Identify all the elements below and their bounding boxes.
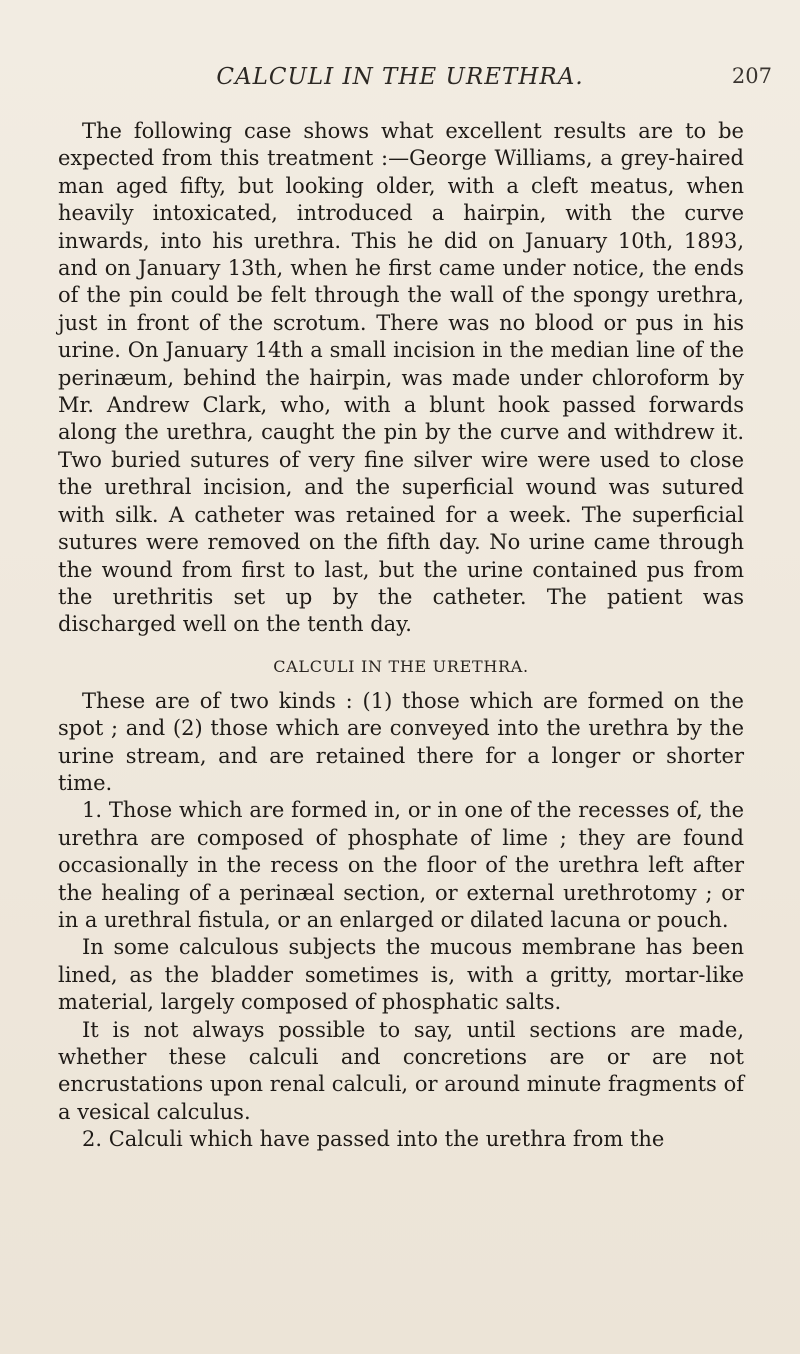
section-paragraph: These are of two kinds : (1) those which are formed on the spot ; and (2) those which are conveyed into the urethra by the urine stream, and are retained there for a longer or shorter time.: [58, 688, 744, 795]
running-head: [0, 64, 800, 98]
running-title: CALCULI IN THE URETHRA.: [216, 64, 584, 90]
section-paragraph: 1. Those which are formed in, or in one of the recesses of, the urethra are composed of phosphate of lime ; they are found occasionally in the recess on the floor of the urethra left after the healing of a perinæal section, or external urethrotomy ; or in a urethral fistula, or an enlarged or dilated lacuna or pouch.: [58, 798, 744, 932]
section-paragraph: 2. Calculi which have passed into the urethra from the: [82, 1127, 665, 1152]
case-paragraph: The following case shows what excellent results are to be expected from this treatment :—George Williams, a grey-haired man aged fifty, but looking older, with a cleft meatus, when heavily intoxicated, introduced a hairpin, with the curve inwards, into his urethra. This he did on January 10th, 1893, and on January 13th, when he first came under notice, the ends of the pin could be felt through the wall of the spongy urethra, just in front of the scrotum. There was no blood or pus in his urine. On January 14th a small incision in the median line of the perinæum, behind the hairpin, was made under chloroform by Mr. Andrew Clark, who, with a blunt hook passed forwards along the urethra, caught the pin by the curve and withdrew it. Two buried sutures of very fine silver wire were used to close the urethral incision, and the superficial wound was sutured with silk. A catheter was retained for a week. The superficial sutures were removed on the fifth day. No urine came through the wound from first to last, but the urine contained pus from the urethritis set up by the catheter. The patient was discharged well on the tenth day.: [58, 119, 744, 637]
section-heading: CALCULI IN THE URETHRA.: [273, 656, 529, 676]
page-number: 207: [731, 64, 772, 88]
page-body: [58, 118, 744, 1154]
section-paragraph: It is not always possible to say, until sections are made, whether these calculi and concretions are or are not encrustations upon renal calculi, or around minute fragments of a vesical calculus.: [58, 1017, 744, 1124]
section-paragraph: In some calculous subjects the mucous membrane has been lined, as the bladder sometimes is, with a gritty, mortar-like material, largely composed of phosphatic salts.: [58, 935, 744, 1015]
